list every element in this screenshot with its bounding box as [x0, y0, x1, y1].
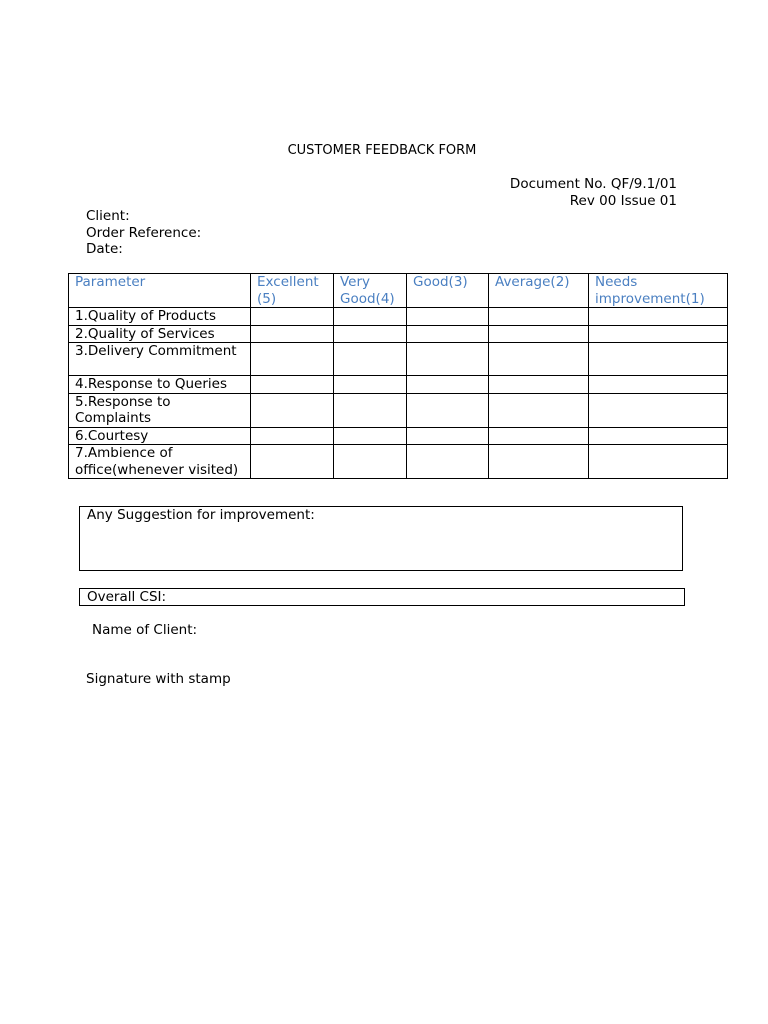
rating-cell[interactable]: [407, 376, 489, 394]
rating-cell[interactable]: [407, 427, 489, 445]
rating-cell[interactable]: [589, 393, 728, 427]
header-needs-improvement: Needs improvement(1): [589, 274, 728, 308]
rating-cell[interactable]: [334, 393, 407, 427]
header-parameter: Parameter: [69, 274, 251, 308]
row-parameter-label: 1.Quality of Products: [69, 308, 251, 326]
rating-cell[interactable]: [489, 325, 589, 343]
table-row: [69, 376, 728, 394]
rating-cell[interactable]: [407, 343, 489, 376]
table-row: [69, 308, 728, 326]
header-very-good: Very Good(4): [334, 274, 407, 308]
rating-cell[interactable]: [334, 427, 407, 445]
table-row: [69, 393, 728, 427]
form-title: CUSTOMER FEEDBACK FORM: [287, 143, 477, 158]
table-row: [69, 343, 728, 376]
rating-cell[interactable]: [489, 445, 589, 479]
rating-cell[interactable]: [251, 445, 334, 479]
suggestion-label: Any Suggestion for improvement:: [87, 507, 315, 523]
rating-cell[interactable]: [589, 376, 728, 394]
table-row: [69, 427, 728, 445]
rating-cell[interactable]: [334, 376, 407, 394]
header-excellent: Excellent (5): [251, 274, 334, 308]
rating-cell[interactable]: [589, 308, 728, 326]
rating-cell[interactable]: [489, 343, 589, 376]
rating-cell[interactable]: [489, 427, 589, 445]
rating-cell[interactable]: [407, 325, 489, 343]
rating-cell[interactable]: [589, 445, 728, 479]
row-parameter-label: 5.Response to Complaints: [69, 393, 251, 427]
rating-cell[interactable]: [334, 343, 407, 376]
table-row: [69, 325, 728, 343]
date-label: Date:: [86, 241, 123, 257]
rating-cell[interactable]: [251, 308, 334, 326]
rating-cell[interactable]: [489, 308, 589, 326]
signature-label: Signature with stamp: [86, 671, 231, 687]
rating-cell[interactable]: [334, 325, 407, 343]
form-meta: [86, 208, 201, 258]
row-parameter-label: 3.Delivery Commitment: [69, 343, 251, 376]
overall-csi-label: Overall CSI:: [87, 589, 167, 605]
rating-cell[interactable]: [407, 393, 489, 427]
rating-cell[interactable]: [251, 376, 334, 394]
row-parameter-label: 4.Response to Queries: [69, 376, 251, 394]
table-row: [69, 445, 728, 479]
rating-cell[interactable]: [251, 343, 334, 376]
client-label: Client:: [86, 208, 130, 224]
order-reference-label: Order Reference:: [86, 224, 202, 241]
rating-cell[interactable]: [407, 308, 489, 326]
header-average: Average(2): [489, 274, 589, 308]
table-header-row: [69, 274, 728, 308]
header-good: Good(3): [407, 274, 489, 308]
row-parameter-label: 6.Courtesy: [69, 427, 251, 445]
rating-cell[interactable]: [407, 445, 489, 479]
rating-cell[interactable]: [251, 325, 334, 343]
revision-info: Rev 00 Issue 01: [569, 192, 677, 209]
rating-cell[interactable]: [489, 393, 589, 427]
rating-cell[interactable]: [251, 427, 334, 445]
rating-cell[interactable]: [334, 308, 407, 326]
rating-cell[interactable]: [334, 445, 407, 479]
row-parameter-label: 2.Quality of Services: [69, 325, 251, 343]
overall-csi-box[interactable]: [79, 588, 685, 606]
rating-cell[interactable]: [589, 325, 728, 343]
client-name-label: Name of Client:: [92, 622, 198, 638]
rating-cell[interactable]: [251, 393, 334, 427]
document-number: Document No. QF/9.1/01: [509, 176, 677, 192]
rating-table: [68, 273, 728, 479]
rating-cell[interactable]: [589, 343, 728, 376]
rating-cell[interactable]: [589, 427, 728, 445]
rating-cell[interactable]: [489, 376, 589, 394]
suggestion-box[interactable]: [79, 506, 683, 571]
document-info: [510, 176, 677, 209]
row-parameter-label: 7.Ambience of office(whenever visited): [69, 445, 251, 479]
